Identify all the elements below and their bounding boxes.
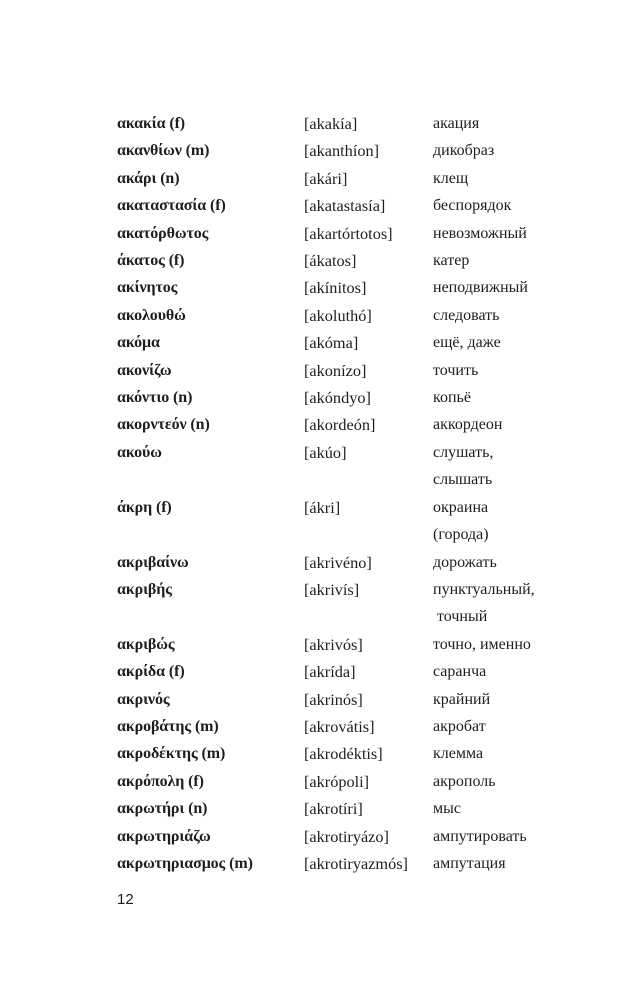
translation-line: дорожать	[433, 553, 497, 571]
greek-word: ακριβής	[117, 580, 172, 598]
translation-line: дикобраз	[433, 142, 495, 160]
translation-line: копьё	[433, 389, 471, 407]
russian-translation	[433, 576, 535, 631]
transliteration: [akári]	[304, 168, 348, 188]
russian-translation	[433, 823, 527, 850]
transliteration: [akrotíri]	[304, 799, 363, 819]
russian-translation	[433, 137, 494, 164]
greek-word: ακορντεόν (n)	[117, 416, 210, 434]
dictionary-entry	[117, 768, 557, 795]
russian-translation	[433, 329, 501, 356]
dictionary-entry	[117, 494, 557, 549]
dictionary-entry	[117, 165, 557, 192]
translation-line: акрополь	[433, 772, 496, 790]
translation-line: окраина	[433, 498, 489, 516]
transliteration: [akrivós]	[304, 634, 363, 654]
greek-word: ακρωτήρι (n)	[117, 800, 208, 818]
transliteration: [akínitos]	[304, 278, 367, 298]
page-number: 12	[117, 891, 134, 908]
russian-translation	[433, 384, 471, 411]
greek-word: ακρίδα (f)	[117, 663, 185, 681]
translation-line: слушать,	[433, 443, 494, 461]
transliteration: [akrinós]	[304, 689, 363, 709]
transliteration: [akrovátis]	[304, 716, 375, 736]
russian-translation	[433, 247, 469, 274]
dictionary-entry	[117, 658, 557, 685]
russian-translation	[433, 357, 478, 384]
translation-line: следовать	[433, 306, 500, 324]
greek-word: ακριβαίνω	[117, 553, 189, 571]
transliteration: [akanthíon]	[304, 141, 380, 161]
greek-word: ακριβώς	[117, 635, 175, 653]
greek-word: ακακία (f)	[117, 115, 186, 132]
russian-translation	[433, 658, 486, 685]
transliteration: [ákri]	[304, 497, 341, 517]
greek-word: ακόμα	[117, 334, 160, 352]
russian-translation	[433, 165, 468, 192]
dictionary-entry	[117, 686, 557, 713]
greek-word: ακρινός	[117, 690, 170, 708]
greek-word: ακατόρθωτος	[117, 224, 209, 242]
dictionary-entry	[117, 713, 557, 740]
dictionary-entry	[117, 247, 557, 274]
dictionary-entry	[117, 384, 557, 411]
russian-translation	[433, 220, 527, 247]
transliteration: [akóma]	[304, 333, 359, 353]
greek-word: ακρωτηριασμος (m)	[117, 854, 253, 872]
greek-word: ακρωτηριάζω	[117, 827, 211, 845]
dictionary-entry	[117, 137, 557, 164]
greek-word: ακροδέκτης (m)	[117, 745, 226, 763]
russian-translation	[433, 192, 511, 219]
russian-translation	[433, 850, 506, 877]
dictionary-entry	[117, 274, 557, 301]
transliteration: [akordeón]	[304, 415, 376, 435]
greek-word: ακίνητος	[117, 279, 178, 297]
translation-line: катер	[433, 252, 470, 270]
dictionary-entry	[117, 740, 557, 767]
dictionary-entry	[117, 631, 557, 658]
dictionary-entry	[117, 220, 557, 247]
translation-line: неподвижный	[433, 279, 528, 297]
translation-line: точить	[433, 361, 479, 379]
greek-word: ακάρι (n)	[117, 169, 180, 187]
dictionary-entry	[117, 411, 557, 438]
dictionary-entry	[117, 823, 557, 850]
transliteration: [akrivéno]	[304, 552, 372, 572]
transliteration: [akonízo]	[304, 360, 367, 380]
greek-word: ακαταστασία (f)	[117, 197, 226, 215]
transliteration: [akrodéktis]	[304, 744, 383, 764]
translation-line: слышать	[433, 471, 493, 489]
transliteration: [akrída]	[304, 662, 356, 682]
translation-line: ампутировать	[433, 827, 527, 845]
russian-translation	[433, 302, 499, 329]
translation-line: клещ	[433, 169, 469, 187]
translation-line: невозможный	[433, 224, 527, 242]
russian-translation	[433, 768, 496, 795]
transliteration: [akakía]	[304, 114, 358, 133]
russian-translation	[433, 549, 497, 576]
russian-translation	[433, 439, 493, 494]
transliteration: [akatastasía]	[304, 196, 386, 216]
transliteration: [akrópoli]	[304, 771, 370, 791]
dictionary-entries	[117, 110, 557, 877]
dictionary-entry	[117, 549, 557, 576]
translation-line: клемма	[433, 745, 484, 763]
greek-word: ακροβάτης (m)	[117, 717, 219, 735]
dictionary-entry	[117, 192, 557, 219]
greek-word: άκατος (f)	[117, 252, 185, 270]
translation-line: акация	[433, 115, 480, 132]
dictionary-entry	[117, 795, 557, 822]
greek-word: άκρη (f)	[117, 498, 172, 516]
russian-translation	[433, 686, 490, 713]
translation-line: акробат	[433, 717, 486, 735]
russian-translation	[433, 110, 479, 137]
transliteration: [akrivís]	[304, 579, 360, 599]
transliteration: [akartórtotos]	[304, 223, 393, 243]
dictionary-entry	[117, 357, 557, 384]
transliteration: [akoluthó]	[304, 305, 372, 325]
translation-line: точный	[437, 608, 488, 626]
russian-translation	[433, 795, 461, 822]
russian-translation	[433, 713, 486, 740]
greek-word: ακονίζω	[117, 361, 172, 379]
translation-line: саранча	[433, 663, 487, 681]
translation-line: точно, именно	[433, 635, 531, 653]
greek-word: ακούω	[117, 443, 162, 461]
transliteration: [akrotiryázo]	[304, 826, 389, 846]
translation-line: ампутация	[433, 854, 506, 872]
russian-translation	[433, 631, 531, 658]
greek-word: ακρόπολη (f)	[117, 772, 204, 790]
dictionary-entry	[117, 302, 557, 329]
translation-line: (города)	[433, 526, 489, 544]
dictionary-entry	[117, 576, 557, 631]
dictionary-entry	[117, 329, 557, 356]
greek-word: ακανθίων (m)	[117, 142, 210, 160]
translation-line: ещё, даже	[433, 334, 501, 352]
dictionary-entry	[117, 439, 557, 494]
translation-line: пунктуальный,	[433, 580, 535, 598]
russian-translation	[433, 274, 528, 301]
russian-translation	[433, 494, 489, 549]
greek-word: ακολουθώ	[117, 306, 186, 324]
russian-translation	[433, 740, 483, 767]
transliteration: [akóndyo]	[304, 388, 371, 408]
transliteration: [akúo]	[304, 442, 347, 462]
transliteration: [akrotiryazmós]	[304, 853, 408, 873]
translation-line: мыс	[433, 800, 461, 818]
translation-line: беспорядок	[433, 197, 512, 215]
greek-word: ακόντιο (n)	[117, 389, 193, 407]
translation-line: аккордеон	[433, 416, 503, 434]
dictionary-entry	[117, 110, 557, 137]
translation-line: крайний	[433, 690, 491, 708]
transliteration: [ákatos]	[304, 251, 357, 271]
russian-translation	[433, 411, 502, 438]
dictionary-entry	[117, 850, 557, 877]
